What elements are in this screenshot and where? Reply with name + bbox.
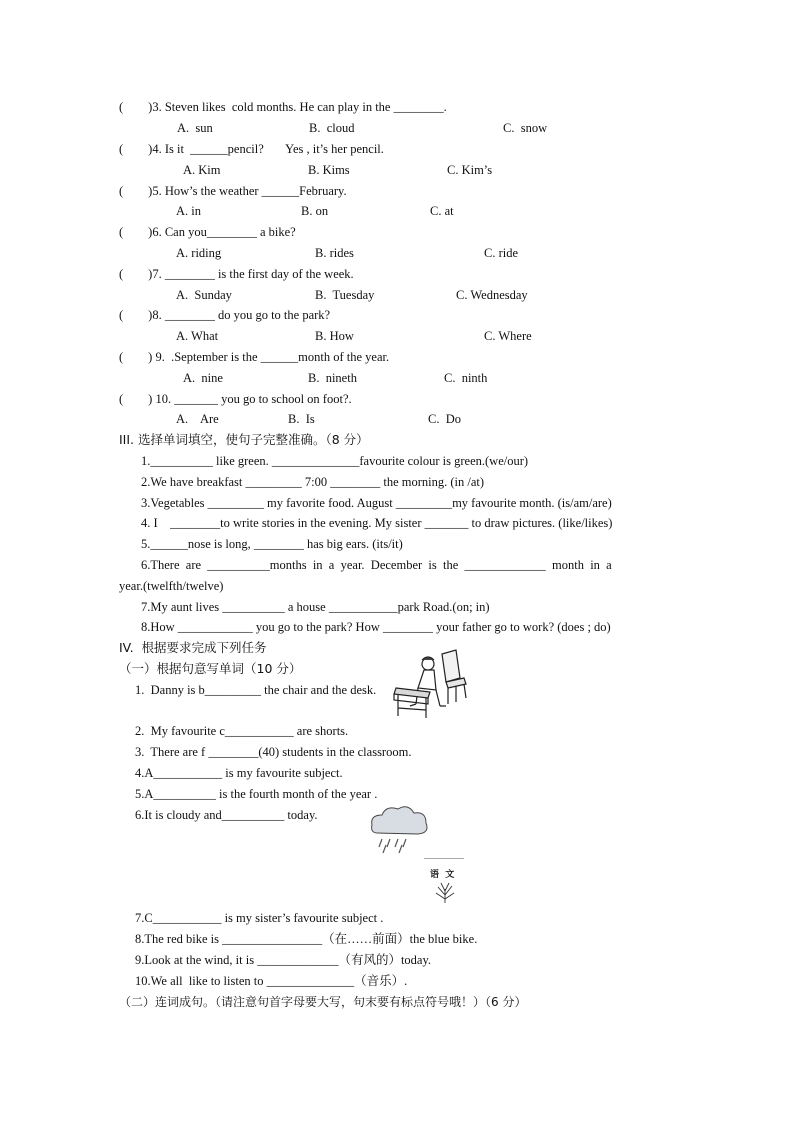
boy-desk-illustration bbox=[390, 648, 470, 720]
q10-option-b: B. Is bbox=[288, 412, 315, 426]
s3-line-2: 2.We have breakfast _________ 7:00 ________ the morning. (in /at) bbox=[141, 475, 485, 489]
q5-stem: ( )5. How’s the weather ______February. bbox=[119, 184, 347, 198]
q9-option-a: A. nine bbox=[183, 371, 223, 385]
s4-line-3: 3. There are f ________(40) students in the classroom. bbox=[135, 745, 412, 759]
q8-stem: ( )8. ________ do you go to the park? bbox=[119, 308, 331, 322]
q6-option-c: C. ride bbox=[484, 246, 519, 260]
q10-option-a: A. Are bbox=[176, 412, 219, 426]
q5-option-b: B. on bbox=[301, 204, 329, 218]
q8-option-a: A. What bbox=[176, 329, 219, 343]
s3-line-6-cont: year.(twelfth/twelve) bbox=[119, 579, 224, 593]
q4-option-b: B. Kims bbox=[308, 163, 350, 177]
s4-line-5: 5.A__________ is the fourth month of the year . bbox=[135, 787, 378, 801]
s3-line-1: 1.__________ like green. ______________favourite colour is green.(we/our) bbox=[141, 454, 529, 468]
q3-option-b: B. cloud bbox=[309, 121, 355, 135]
section-4-sub2: （二）连词成句。（请注意句首字母要大写，句末要有标点符号哦！）（6 分） bbox=[119, 995, 527, 1009]
q8-option-c: C. Where bbox=[484, 329, 532, 343]
q7-stem: ( )7. ________ is the first day of the week. bbox=[119, 267, 354, 281]
section-4-heading: IV. 根据要求完成下列任务 bbox=[119, 640, 267, 655]
q3-option-c: C. snow bbox=[503, 121, 548, 135]
s4-line-7: 7.C___________ is my sister’s favourite subject . bbox=[135, 911, 384, 925]
s3-line-3: 3.Vegetables _________ my favorite food. August _________my favourite month. (is/am/are) bbox=[141, 496, 612, 510]
s4-line-8: 8.The red bike is ________________（在……前面）the blue bike. bbox=[135, 932, 478, 946]
s3-line-7: 7.My aunt lives __________ a house ___________park Road.(on; in) bbox=[141, 600, 490, 614]
q4-option-c: C. Kim’s bbox=[447, 163, 493, 177]
q3-stem: ( )3. Steven likes cold months. He can play in the ________. bbox=[119, 100, 447, 114]
section-4-sub1: （一）根据句意写单词（10 分） bbox=[119, 661, 302, 676]
s4-line-4: 4.A___________ is my favourite subject. bbox=[135, 766, 343, 780]
rain-cloud-illustration bbox=[368, 803, 430, 855]
s3-line-5: 5.______nose is long, ________ has big ears. (its/it) bbox=[141, 537, 403, 551]
section-3-heading: III. 选择单词填空，使句子完整准确。（8 分） bbox=[119, 432, 369, 447]
s3-line-6: 6.There are __________months in a year. December is the _____________ month in a bbox=[141, 558, 612, 572]
q10-stem: ( ) 10. _______ you go to school on foot?. bbox=[119, 392, 352, 406]
chinese-book-illustration bbox=[424, 858, 464, 905]
q8-option-b: B. How bbox=[315, 329, 354, 343]
s4-line-2: 2. My favourite c___________ are shorts. bbox=[135, 724, 349, 738]
q6-stem: ( )6. Can you________ a bike? bbox=[119, 225, 296, 239]
q7-option-c: C. Wednesday bbox=[456, 288, 528, 302]
plant-icon bbox=[432, 881, 458, 903]
s3-line-8: 8.How ____________ you go to the park? How ________ your father go to work? (does ; do) bbox=[141, 620, 611, 634]
q5-option-c: C. at bbox=[430, 204, 454, 218]
s4-line-6: 6.It is cloudy and__________ today. bbox=[135, 808, 318, 822]
q9-option-c: C. ninth bbox=[444, 371, 488, 385]
q7-option-a: A. Sunday bbox=[176, 288, 232, 302]
q7-option-b: B. Tuesday bbox=[315, 288, 375, 302]
q9-stem: ( ) 9. .September is the ______month of the year. bbox=[119, 350, 390, 364]
q4-stem: ( )4. Is it ______pencil? Yes , it’s her pencil. bbox=[119, 142, 384, 156]
q6-option-b: B. rides bbox=[315, 246, 354, 260]
q5-option-a: A. in bbox=[176, 204, 201, 218]
q9-option-b: B. nineth bbox=[308, 371, 357, 385]
s4-line-9: 9.Look at the wind, it is _____________（有风的）today. bbox=[135, 953, 432, 967]
s4-line-10: 10.We all like to listen to ______________（音乐）. bbox=[135, 974, 408, 988]
s4-line-1: 1. Danny is b_________ the chair and the desk. bbox=[135, 683, 377, 697]
q10-option-c: C. Do bbox=[428, 412, 461, 426]
book-label: 语 文 bbox=[430, 870, 455, 880]
q4-option-a: A. Kim bbox=[183, 163, 221, 177]
s3-line-4: 4. I ________to write stories in the evening. My sister _______ to draw pictures. (like/likes) bbox=[141, 516, 613, 530]
q3-option-a: A. sun bbox=[177, 121, 213, 135]
q6-option-a: A. riding bbox=[176, 246, 222, 260]
